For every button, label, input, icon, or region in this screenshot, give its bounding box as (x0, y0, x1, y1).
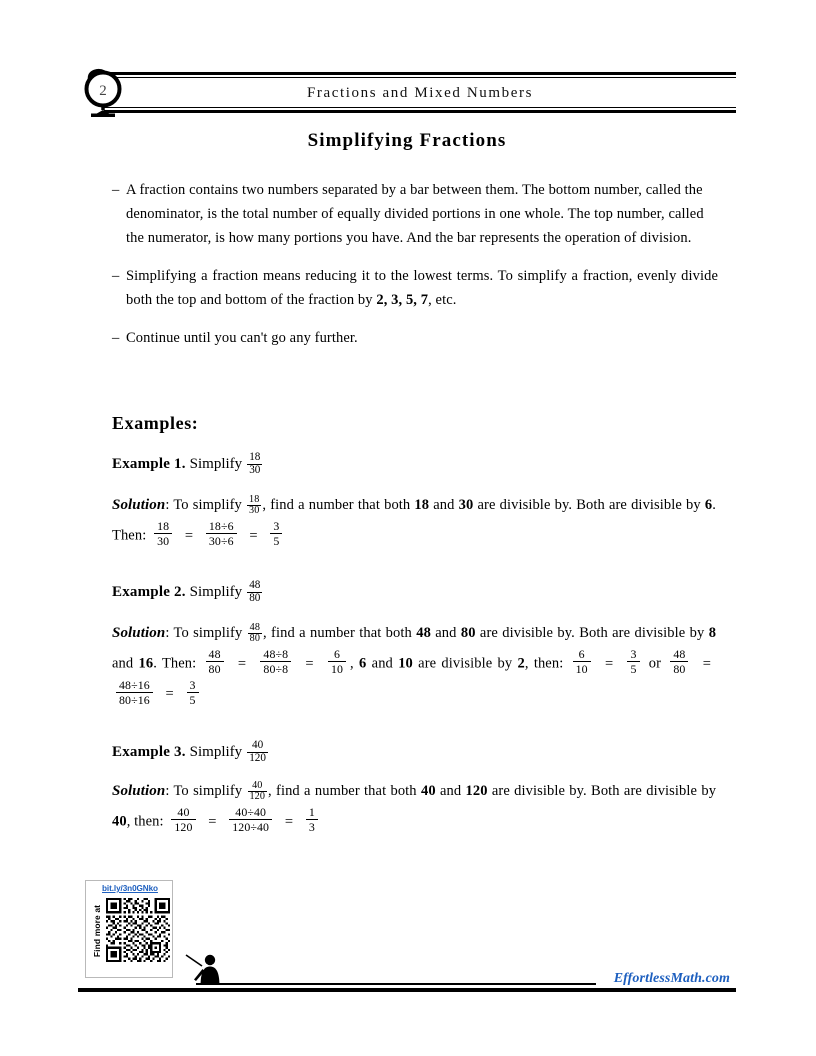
page-number-text: 2 (99, 83, 107, 99)
fraction-denominator: 80 (249, 633, 260, 645)
intro-bullet-list (112, 178, 718, 364)
solution-value-c: 6 (704, 497, 713, 513)
fraction-denominator: 80 (206, 661, 224, 675)
fraction-denominator: 120 (249, 751, 266, 764)
bullet-text: Continue until you can't go any further. (126, 330, 358, 346)
fraction-denominator: 30 (249, 505, 260, 517)
example-3-prompt: Simplify (189, 744, 243, 761)
qr-code-box[interactable] (85, 880, 173, 978)
fraction (670, 648, 688, 676)
fraction (306, 806, 318, 834)
fraction-denominator: 80 (249, 591, 261, 604)
fraction-numerator: 3 (189, 677, 196, 692)
fraction (270, 520, 282, 548)
example-2-block (112, 580, 712, 605)
fraction (154, 520, 172, 548)
fraction-denominator: 3 (306, 819, 318, 833)
fraction-numerator: 18 (157, 519, 170, 533)
example-1-solution (112, 490, 716, 551)
solution-value-a: 40 (420, 783, 436, 799)
fraction-denominator: 80÷8 (260, 661, 291, 675)
solution-value-a: 48 (416, 625, 431, 641)
solution-text: : To simplify (165, 625, 243, 641)
fraction-numerator: 40 (177, 805, 190, 819)
list-item (112, 264, 718, 312)
solution-value-f: 10 (398, 655, 413, 672)
solution-text: or (648, 655, 662, 672)
fraction (573, 648, 591, 676)
fraction-denominator: 30÷6 (206, 533, 237, 547)
example-3-label: Example 3. (112, 744, 186, 761)
fraction-denominator: 120÷40 (229, 819, 272, 833)
footer-brand-link[interactable]: EffortlessMath.com (613, 971, 730, 986)
fraction-denominator: 30 (249, 463, 261, 476)
fraction-numerator: 48÷8 (263, 647, 289, 661)
fraction-numerator: 3 (630, 647, 637, 661)
fraction (627, 648, 639, 676)
bullet-text-after: , etc. (428, 292, 457, 308)
bullet-dash: – (112, 182, 120, 198)
header-rule-bottom-thin (104, 107, 736, 108)
fraction-denominator: 10 (328, 661, 346, 675)
fraction-denominator: 120 (171, 819, 195, 833)
solution-text: are divisible by. Both are divisible by (477, 497, 701, 513)
chapter-title: Fractions and Mixed Numbers (306, 85, 534, 101)
page-header (78, 72, 736, 118)
qr-url-link[interactable]: bit.ly/3n0GNko (102, 884, 158, 893)
header-rule-top-thick (104, 72, 736, 75)
list-item (112, 326, 708, 350)
example-2-solution (112, 618, 716, 709)
solution-text: are divisible by (418, 655, 513, 672)
fraction-numerator: 1 (308, 805, 315, 819)
example-3-statement (112, 740, 712, 765)
fraction (171, 806, 195, 834)
fraction-denominator: 10 (573, 661, 591, 675)
fraction-denominator: 30 (154, 533, 172, 547)
solution-text: . Then: (112, 497, 716, 544)
page-title: Simplifying Fractions (307, 130, 507, 151)
fraction-denominator: 120 (249, 791, 266, 803)
globe-icon (78, 68, 130, 120)
header-rule-top-thin (104, 77, 736, 78)
fraction-numerator: 40÷40 (235, 805, 267, 819)
equals-sign: = (284, 813, 294, 830)
solution-text: , then: (126, 813, 164, 830)
fraction (248, 623, 262, 645)
equals-sign: = (184, 527, 194, 544)
solution-label: Solution (112, 625, 166, 641)
fraction-numerator: 48 (673, 647, 686, 661)
fraction-numerator: 40 (251, 739, 264, 751)
fraction-denominator: 5 (627, 661, 639, 675)
fraction-numerator: 18÷6 (208, 519, 234, 533)
examples-heading: Examples: (112, 413, 199, 433)
fraction-numerator: 48÷16 (119, 677, 150, 692)
example-1-label: Example 1. (112, 456, 186, 473)
solution-text: and (439, 783, 462, 799)
example-2-label: Example 2. (112, 584, 186, 601)
example-1-block (112, 452, 712, 477)
fraction (260, 648, 291, 676)
fraction-numerator: 48 (249, 579, 261, 591)
solution-text: and (433, 497, 455, 513)
bullet-text: A fraction contains two numbers separated by a bar between them. The bottom number, called the denominator, is the total number of equally divided portions in one whole. The top number, called the numerator, is how many portions you have. And the bar represents the operation of division. (126, 182, 704, 246)
fraction-numerator: 6 (333, 647, 341, 661)
solution-text: . Then: (153, 655, 197, 672)
equals-sign: = (702, 655, 711, 672)
solution-value-a: 18 (414, 497, 430, 513)
qr-code-icon[interactable] (106, 898, 170, 962)
fraction-denominator: 80 (670, 661, 688, 675)
equals-sign: = (237, 655, 247, 672)
solution-text: , find a number that both (262, 497, 411, 513)
fraction-numerator: 48 (249, 621, 260, 633)
solution-value-c: 40 (112, 813, 127, 830)
footer-thin-rule (196, 983, 596, 985)
fraction-denominator: 80÷16 (116, 692, 153, 706)
fraction-numerator: 48 (208, 647, 221, 661)
example-2-statement (112, 580, 712, 605)
solution-text: , find a number that both (268, 783, 417, 799)
fraction (328, 648, 346, 676)
header-rule-bottom-thick (104, 110, 736, 113)
equals-sign: = (305, 655, 314, 672)
fraction-denominator: 5 (270, 533, 282, 547)
fraction-numerator: 6 (578, 647, 585, 661)
solution-value-b: 80 (460, 625, 476, 641)
equals-sign: = (165, 686, 174, 703)
solution-text: , find a number that both (262, 625, 412, 641)
fraction-numerator: 40 (252, 779, 263, 791)
bullet-dash: – (112, 268, 120, 284)
fraction (206, 520, 237, 548)
example-1-statement (112, 452, 712, 477)
solution-text: : To simplify (165, 783, 243, 799)
solution-text: and (371, 655, 393, 672)
fraction-numerator: 18 (249, 451, 261, 463)
fraction-denominator: 5 (187, 692, 199, 706)
solution-value-e: 6 (359, 655, 367, 672)
equals-sign: = (249, 527, 258, 544)
fraction (247, 452, 262, 477)
fraction-numerator: 18 (249, 493, 260, 505)
fraction (247, 740, 268, 765)
equals-sign: = (208, 813, 217, 830)
fraction (248, 781, 268, 803)
bullet-text-before: Simplifying a fraction means reducing it to the lowest terms. To simplify a fraction, evenly divide both the top and bottom of the fraction by (126, 268, 718, 308)
fraction (187, 679, 199, 707)
example-1-prompt: Simplify (189, 456, 243, 473)
solution-text: : To simplify (165, 497, 242, 513)
solution-text: are divisible by. Both are divisible by (479, 625, 705, 641)
solution-value-g: 2 (517, 655, 525, 672)
solution-text: and (435, 625, 457, 641)
solution-label: Solution (112, 783, 166, 799)
bullet-divisors: 2, 3, 5, 7 (376, 292, 429, 308)
footer-thick-rule (78, 988, 736, 992)
fraction (206, 648, 224, 676)
fraction-numerator: 3 (273, 519, 280, 533)
solution-value-b: 30 (458, 497, 474, 513)
fraction (116, 679, 153, 707)
list-item (112, 178, 708, 250)
teacher-pointer-icon (185, 952, 229, 986)
solution-value-d: 16 (138, 655, 154, 672)
fraction (229, 806, 272, 834)
fraction (247, 495, 261, 517)
example-2-prompt: Simplify (189, 584, 243, 601)
example-3-solution (112, 776, 716, 837)
qr-side-label: Find more at (92, 904, 102, 958)
solution-text: are divisible by. Both are divisible by (491, 783, 717, 799)
bullet-dash: – (112, 330, 120, 346)
solution-text: and (112, 655, 134, 672)
solution-text: , then: (524, 655, 564, 672)
equals-sign: = (604, 655, 614, 672)
solution-label: Solution (112, 497, 166, 513)
solution-value-b: 120 (465, 783, 488, 799)
example-3-block (112, 740, 712, 765)
solution-text: , (350, 655, 354, 672)
solution-value-c: 8 (708, 625, 717, 641)
fraction (247, 580, 262, 605)
